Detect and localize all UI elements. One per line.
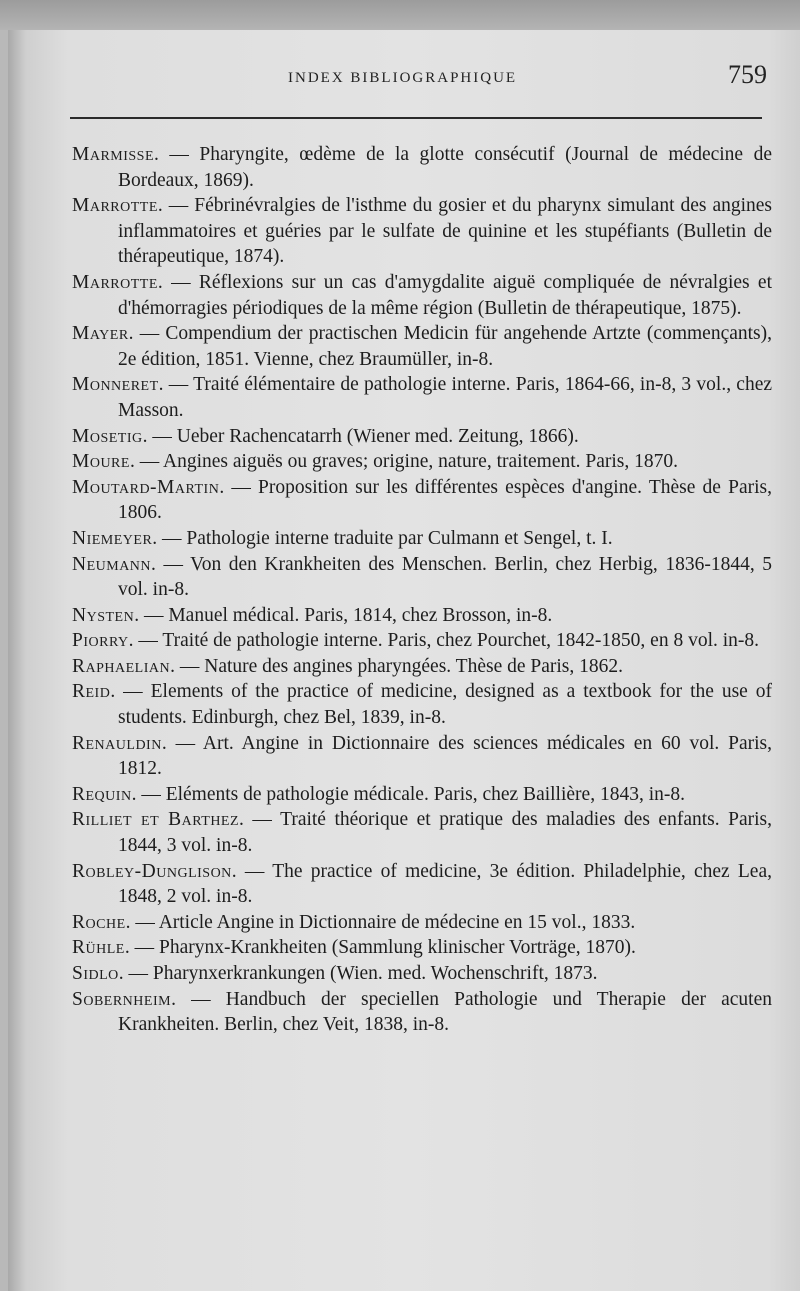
entry-text: Proposition sur les différentes espèces d'angine. Thèse de Paris, 1806. xyxy=(118,476,772,524)
bibliography-entry: Neumann. — Von den Krankheiten des Menschen. Berlin, chez Herbig, 1836-1844, 5 vol. in-8. xyxy=(72,553,772,601)
entry-author: Niemeyer xyxy=(72,527,153,549)
bibliography-entry: Marrotte. — Réflexions sur un cas d'amygdalite aiguë compliquée de névralgies et d'hémorragies périodiques de la même région (Bulletin de thérapeutique, 1875). xyxy=(72,271,773,319)
entry-text: Pathologie interne traduite par Culmann et Sengel, t. I. xyxy=(186,527,613,549)
bibliography-list xyxy=(72,142,772,1038)
bibliography-entry: Raphaelian. — Nature des angines pharyngées. Thèse de Paris, 1862. xyxy=(72,655,624,677)
entry-text: Angines aiguës ou graves; origine, nature, traitement. Paris, 1870. xyxy=(163,451,679,473)
entry-text: Pharynx-Krankheiten (Sammlung klinischer Vorträge, 1870). xyxy=(158,937,636,959)
entry-author: Robley-Dunglison xyxy=(72,860,232,882)
entry-text: Compendium der practischen Medicin für angehende Artzte (commençants), 2e édition, 1851. Vienne, chez Braumüller, in-8. xyxy=(118,323,773,370)
entry-text: Traité de pathologie interne. Paris, chez Pourchet, 1842-1850, en 8 vol. in-8. xyxy=(162,630,760,652)
bibliography-entry: Renauldin. — Art. Angine in Dictionnaire des sciences médicales en 60 vol. Paris, 1812. xyxy=(72,732,772,780)
bibliography-entry: Moutard-Martin. — Proposition sur les différentes espèces d'angine. Thèse de Paris, 1806. xyxy=(72,476,772,524)
scan-top-margin xyxy=(0,0,800,30)
entry-author: Requin xyxy=(72,783,132,805)
entry-text: Traité théorique et pratique des maladies des enfants. Paris, 1844, 3 vol. in-8. xyxy=(118,809,772,857)
entry-text: Eléments de pathologie médicale. Paris, chez Baillière, 1843, in-8. xyxy=(165,783,685,805)
entry-text: Elements of the practice of medicine, designed as a textbook for the use of students. Edinburgh, chez Bel, 1839, in-8. xyxy=(118,681,773,729)
entry-author: Monneret xyxy=(72,374,159,396)
bibliography-entry: Sobernheim. — Handbuch der speciellen Pathologie und Therapie der acuten Krankheiten. Berlin, chez Veit, 1838, in-8. xyxy=(72,988,772,1036)
entry-text: The practice of medicine, 3e édition. Philadelphie, chez Lea, 1848, 2 vol. in-8. xyxy=(118,860,772,908)
bibliography-entry: Robley-Dunglison. — The practice of medicine, 3e édition. Philadelphie, chez Lea, 1848, 2 vol. in-8. xyxy=(72,860,772,908)
entry-author: Moure xyxy=(72,451,130,473)
bibliography-entry: Marrotte. — Fébrinévralgies de l'isthme du gosier et du pharynx simulant des angines inflammatoires et guéries par le sulfate de quinine et les stupéfiants (Bulletin de thérapeutique, 1874). xyxy=(72,195,773,268)
entry-text: Traité élémentaire de pathologie interne. Paris, 1864-66, in-8, 3 vol., chez Masson. xyxy=(118,374,773,421)
bibliography-entry: Nysten. — Manuel médical. Paris, 1814, chez Brosson, in-8. xyxy=(72,604,553,626)
entry-text: Article Angine in Dictionnaire de médecine en 15 vol., 1833. xyxy=(158,911,636,933)
entry-text: Art. Angine in Dictionnaire des sciences médicales en 60 vol. Paris, 1812. xyxy=(118,732,772,780)
bibliography-entry: Mayer. — Compendium der practischen Medicin für angehende Artzte (commençants), 2e édition, 1851. Vienne, chez Braumüller, in-8. xyxy=(72,323,773,370)
entry-author: Marrotte xyxy=(72,195,158,217)
entry-author: Roche xyxy=(72,911,126,933)
entry-author: Rühle xyxy=(72,937,125,959)
bibliography-entry: Piorry. — Traité de pathologie interne. Paris, chez Pourchet, 1842-1850, en 8 vol. in-8. xyxy=(72,630,760,652)
entry-author: Sidlo xyxy=(72,963,119,984)
entry-author: Reid xyxy=(72,681,111,703)
running-header: INDEX BIBLIOGRAPHIQUE xyxy=(288,70,518,86)
entry-author: Moutard-Martin xyxy=(72,476,220,498)
bibliography-entry: Niemeyer. — Pathologie interne traduite par Culmann et Sengel, t. I. xyxy=(72,527,613,549)
bibliography-entry: Reid. — Elements of the practice of medicine, designed as a textbook for the use of students. Edinburgh, chez Bel, 1839, in-8. xyxy=(72,681,773,729)
entry-author: Raphaelian xyxy=(72,655,171,677)
entry-text: Handbuch der speciellen Pathologie und Therapie der acuten Krankheiten. Berlin, chez Veit, 1838, in-8. xyxy=(118,988,772,1036)
entry-author: Piorry xyxy=(72,630,129,652)
entry-text: Fébrinévralgies de l'isthme du gosier et du pharynx simulant des angines inflammatoires et guéries par le sulfate de quinine et les stupéfiants (Bulletin de thérapeutique, 1874). xyxy=(118,195,773,268)
entry-text: Ueber Rachencatarrh (Wiener med. Zeitung, 1866). xyxy=(176,425,579,447)
bibliography-entry: Monneret. — Traité élémentaire de pathologie interne. Paris, 1864-66, in-8, 3 vol., chez Masson. xyxy=(72,374,773,421)
bibliography-entry: Rühle. — Pharynx-Krankheiten (Sammlung klinischer Vorträge, 1870). xyxy=(72,937,636,959)
entry-author: Renauldin xyxy=(72,732,162,754)
entry-author: Mosetig xyxy=(72,425,143,447)
bibliography-entry: Moure. — Angines aiguës ou graves; origine, nature, traitement. Paris, 1870. xyxy=(72,451,679,473)
entry-text: Nature des angines pharyngées. Thèse de Paris, 1862. xyxy=(204,655,624,677)
entry-author: Nysten xyxy=(72,604,135,626)
bibliography-entry: Mosetig. — Ueber Rachencatarrh (Wiener med. Zeitung, 1866). xyxy=(72,425,579,447)
bibliography-entry: Roche. — Article Angine in Dictionnaire de médecine en 15 vol., 1833. xyxy=(72,911,636,933)
entry-author: Sobernheim xyxy=(72,988,172,1010)
bibliography-entry: Marmisse. — Pharyngite, œdème de la glotte consécutif (Journal de médecine de Bordeaux, 1869). xyxy=(72,144,772,191)
entry-author: Rilliet et Barthez xyxy=(72,809,240,831)
header-rule xyxy=(70,117,762,119)
entry-text: Von den Krankheiten des Menschen. Berlin, chez Herbig, 1836-1844, 5 vol. in-8. xyxy=(118,553,772,601)
entry-author: Marmisse xyxy=(72,144,155,165)
entry-text: Réflexions sur un cas d'amygdalite aiguë compliquée de névralgies et d'hémorragies périodiques de la même région (Bulletin de thérapeutique, 1875). xyxy=(118,271,773,319)
bibliography-entry: Sidlo. — Pharynxerkrankungen (Wien. med. Wochenschrift, 1873. xyxy=(72,963,598,984)
page-number: 759 xyxy=(728,60,767,89)
entry-text: Pharyngite, œdème de la glotte consécutif (Journal de médecine de Bordeaux, 1869). xyxy=(118,144,772,191)
entry-author: Neumann xyxy=(72,553,152,575)
entry-text: Pharynxerkrankungen (Wien. med. Wochenschrift, 1873. xyxy=(152,963,598,984)
bibliography-entry: Rilliet et Barthez. — Traité théorique et pratique des maladies des enfants. Paris, 1844, 3 vol. in-8. xyxy=(72,809,772,857)
entry-author: Marrotte xyxy=(72,271,158,293)
bibliography-entry: Requin. — Eléments de pathologie médicale. Paris, chez Baillière, 1843, in-8. xyxy=(72,783,685,805)
entry-text: Manuel médical. Paris, 1814, chez Brosson, in-8. xyxy=(168,604,553,626)
entry-author: Mayer xyxy=(72,323,129,345)
